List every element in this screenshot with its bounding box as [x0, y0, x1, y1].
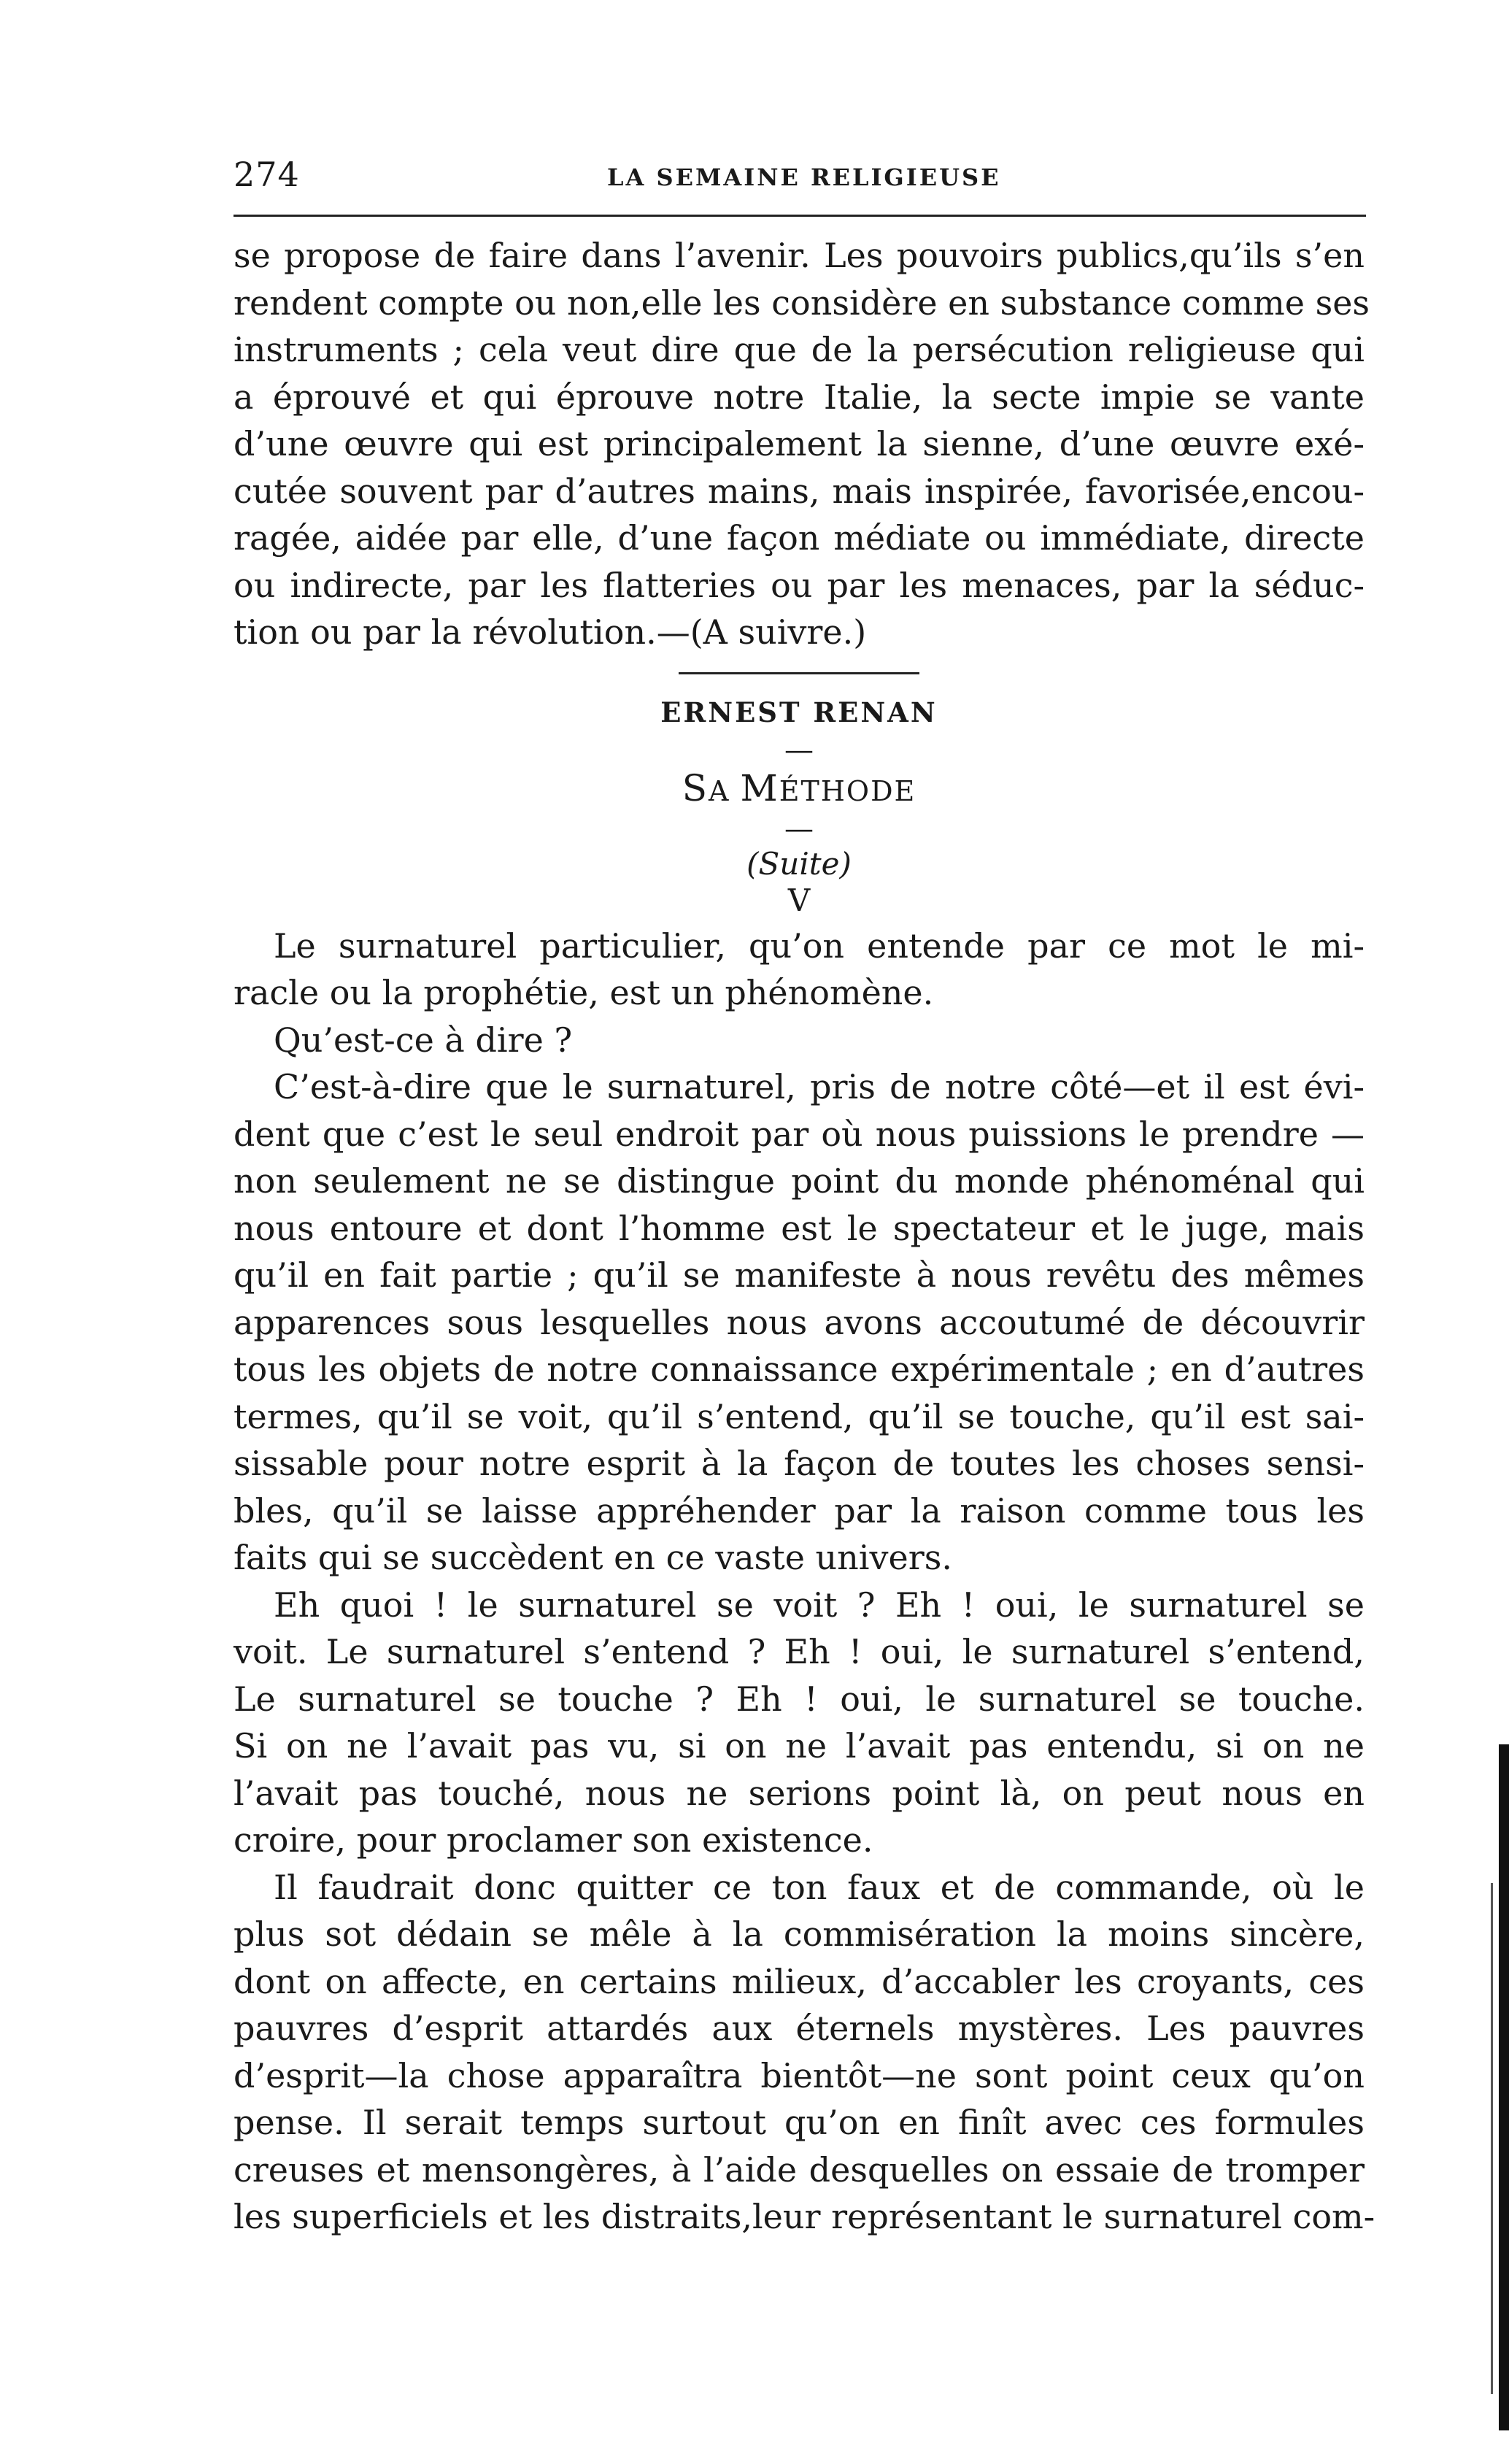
text-line: bles, qu’il se laisse appréhender par la raison comme tous les [234, 1490, 1365, 1531]
text-line: Le surnaturel particulier, qu’on entende par ce mot le mi- [274, 925, 1365, 966]
text-line: Il faudrait donc quitter ce ton faux et de commande, où le [274, 1867, 1365, 1907]
running-title: LA SEMAINE RELIGIEUSE [607, 163, 1001, 191]
text-line: rendent compte ou non,elle les considère en substance comme ses [234, 282, 1370, 323]
text-line: d’une œuvre qui est principalement la sienne, d’une œuvre exé- [234, 424, 1365, 463]
text-line: nous entoure et dont l’homme est le spectateur et le juge, mais [234, 1208, 1365, 1248]
binding-edge-mark [1499, 1744, 1509, 2430]
subtitle-initial-m: M [740, 766, 779, 809]
running-head [234, 155, 1357, 206]
text-line: se propose de faire dans l’avenir. Les pouvoirs publics,qu’ils s’en [234, 236, 1365, 275]
text-line: apparences sous lesquelles nous avons accoutumé de découvrir [234, 1302, 1365, 1342]
suite-label: (Suite) [746, 845, 852, 882]
text-line: Si on ne l’avait pas vu, si on ne l’avait pas entendu, si on ne [234, 1726, 1365, 1766]
page-text [234, 232, 1375, 2241]
text-line: pense. Il serait temps surtout qu’on en finît avec ces formules [234, 2103, 1365, 2142]
text-line: cutée souvent par d’autres mains, mais inspirée, favorisée,encou- [234, 471, 1365, 511]
page-number: 274 [234, 155, 300, 194]
text-line: l’avait pas touché, nous ne serions point là, on peut nous en [234, 1773, 1365, 1813]
article-title: ERNEST RENAN [660, 696, 938, 728]
continued-paragraph [234, 232, 1370, 656]
paragraph [234, 923, 1365, 1017]
subtitle-dash: — [784, 812, 814, 846]
paragraph [234, 1063, 1365, 1582]
subtitle-a: A [708, 774, 730, 807]
text-line: qu’il en fait partie ; qu’il se manifeste à nous revêtu des mêmes [234, 1255, 1365, 1295]
text-line: instruments ; cela veut dire que de la persécution religieuse qui [234, 330, 1365, 369]
text-line: pauvres d’esprit attardés aux éternels mystères. Les pauvres [234, 2009, 1365, 2048]
text-line: voit. Le surnaturel s’entend ? Eh ! oui, le surnaturel s’entend, [234, 1632, 1365, 1671]
subtitle-rest: ÉTHODE [779, 774, 916, 807]
text-line: plus sot dédain se mêle à la commisération la moins sincère, [234, 1914, 1365, 1954]
text-line: Le surnaturel se touche ? Eh ! oui, le surnaturel se touche. [234, 1679, 1365, 1719]
text-line: tous les objets de notre connaissance expérimentale ; en d’autres [234, 1350, 1365, 1389]
text-line: Qu’est-ce à dire ? [274, 1020, 573, 1060]
text-line: ragée, aidée par elle, d’une façon médiate ou immédiate, directe [234, 518, 1365, 558]
subtitle-initial-s: S [682, 766, 709, 809]
text-line: faits qui se succèdent en ce vaste univers. [234, 1538, 952, 1577]
text-line: C’est-à-dire que le surnaturel, pris de notre côté—et il est évi- [274, 1067, 1365, 1106]
text-line: tion ou par la révolution.—(A suivre.) [234, 612, 867, 652]
text-line: termes, qu’il se voit, qu’il s’entend, qu’il se touche, qu’il est sai- [234, 1396, 1365, 1436]
text-line: a éprouvé et qui éprouve notre Italie, la secte impie se vante [234, 377, 1365, 417]
text-line: ou indirecte, par les flatteries ou par les menaces, par la séduc- [234, 565, 1365, 605]
text-line: dont on affecte, en certains milieux, d’accabler les croyants, ces [234, 1961, 1365, 2001]
text-line: creuses et mensongères, à l’aide desquelles on essaie de tromper [234, 2149, 1365, 2190]
section-rule [679, 672, 919, 674]
paragraph [234, 1017, 1365, 1064]
text-line: dent que c’est le seul endroit par où nous puissions le prendre — [234, 1114, 1365, 1154]
text-line: les superficiels et les distraits,leur représentant le surnaturel com- [234, 2197, 1375, 2236]
article-subtitle [234, 766, 1365, 813]
text-line: sissable pour notre esprit à la façon de toutes les choses sensi- [234, 1444, 1365, 1483]
text-line: racle ou la prophétie, est un phénomène. [234, 973, 934, 1012]
header-rule [234, 215, 1366, 217]
text-line: Eh quoi ! le surnaturel se voit ? Eh ! oui, le surnaturel se [274, 1585, 1365, 1625]
title-dash: — [784, 733, 814, 767]
text-line: croire, pour proclamer son existence. [234, 1820, 873, 1860]
paragraph [234, 1582, 1365, 1864]
text-line: non seulement ne se distingue point du monde phénoménal qui [234, 1161, 1365, 1201]
binding-edge-line [1491, 1883, 1493, 2394]
paragraph [234, 1864, 1375, 2241]
section-numeral: V [787, 882, 811, 918]
text-line: d’esprit—la chose apparaîtra bientôt—ne sont point ceux qu’on [234, 2055, 1365, 2095]
